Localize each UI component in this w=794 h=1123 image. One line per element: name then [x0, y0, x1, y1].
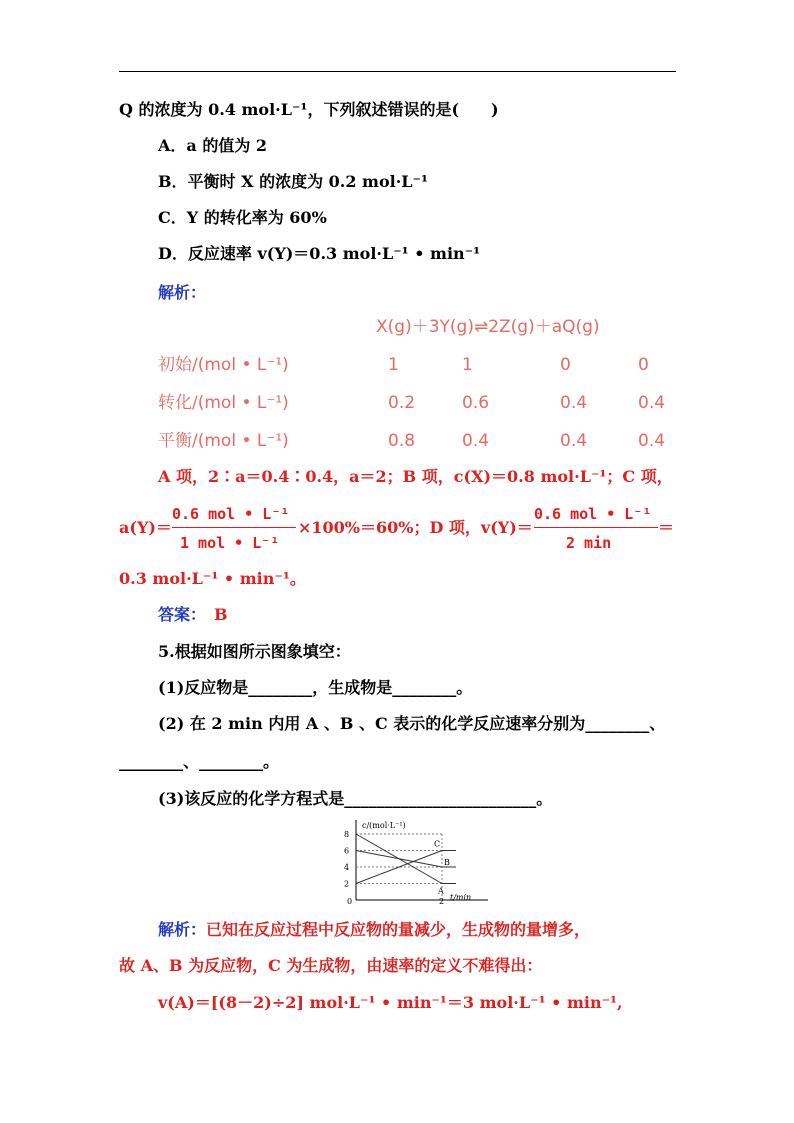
y-tick-label: 8 — [344, 830, 350, 839]
fraction-1-bar — [172, 527, 296, 528]
solution-mid: ×100%＝60%；D 项，v(Y)＝ — [298, 518, 533, 537]
table-cell: 0.6 — [462, 393, 490, 413]
header-rule — [119, 71, 676, 72]
table-cell: 0.4 — [638, 393, 666, 413]
option-d: D．反应速率 v(Y)＝0.3 mol·L⁻¹ • min⁻¹ — [158, 244, 481, 263]
fraction-2-bar — [534, 527, 658, 528]
solution-equals: ＝ — [658, 518, 675, 537]
series-line-B — [356, 851, 442, 868]
series-label-C: C — [434, 839, 441, 849]
table-cell: 1 — [462, 355, 473, 375]
reaction-equation: X(g)＋3Y(g)⇌2Z(g)＋aQ(g) — [376, 317, 600, 337]
solution-line-1: A 项，2∶a＝0.4∶0.4，a＝2；B 项，c(X)＝0.8 mol·L⁻¹；C 项， — [158, 467, 673, 486]
question-stem: Q 的浓度为 0.4 mol·L⁻¹，下列叙述错误的是( ) — [119, 100, 499, 119]
concentration-time-graph — [338, 816, 498, 906]
table-row-label: 转化/(mol • L⁻¹) — [158, 393, 289, 413]
q5-title: 5.根据如图所示图象填空： — [158, 642, 351, 661]
solution-line-3: 0.3 mol·L⁻¹ • min⁻¹。 — [119, 569, 306, 588]
q5-part-1: (1)反应物是________，生成物是________。 — [158, 678, 473, 697]
fraction-1-denominator: 1 mol • L⁻¹ — [180, 534, 280, 552]
table-row-label: 初始/(mol • L⁻¹) — [158, 355, 289, 375]
fraction-2-denominator: 2 min — [566, 534, 612, 552]
analysis2 — [158, 920, 590, 940]
table-row-label: 平衡/(mol • L⁻¹) — [158, 431, 289, 451]
y-tick-label: 6 — [344, 846, 350, 856]
table-cell: 0.4 — [638, 431, 666, 451]
fraction-1-numerator: 0.6 mol • L⁻¹ — [172, 505, 290, 523]
series-label-B: B — [444, 858, 450, 867]
option-b: B．平衡时 X 的浓度为 0.2 mol·L⁻¹ — [158, 172, 429, 191]
x-tick-label: 2 — [439, 897, 445, 906]
table-cell: 0.8 — [388, 431, 416, 451]
table-cell: 0 — [560, 355, 571, 375]
table-cell: 0.4 — [462, 431, 490, 451]
solution-alpha-prefix: a(Y)＝ — [119, 518, 172, 537]
q5-part-2b: ________、________。 — [119, 752, 280, 771]
origin-label: 0 — [347, 897, 353, 906]
table-cell: 1 — [388, 355, 399, 375]
option-a: A．a 的值为 2 — [158, 136, 268, 155]
q5-part-3: (3)该反应的化学方程式是________________________。 — [158, 789, 553, 808]
analysis2-label: 解析： — [158, 920, 207, 939]
analysis2-line-2: 故 A、B 为反应物，C 为生成物，由速率的定义不难得出： — [119, 956, 543, 975]
analysis2-line-1: 已知在反应过程中反应物的量减少，生成物的量增多， — [206, 920, 591, 939]
analysis2-line-3: v(A)＝[(8－2)÷2] mol·L⁻¹ • min⁻¹＝3 mol·L⁻¹ • min⁻¹, — [158, 993, 623, 1012]
fraction-2-numerator: 0.6 mol • L⁻¹ — [534, 505, 652, 523]
table-cell: 0.2 — [388, 393, 416, 413]
answer-value: B — [214, 605, 228, 624]
table-cell: 0.4 — [560, 431, 588, 451]
y-tick-label: 4 — [344, 863, 350, 872]
answer-label: 答案： — [158, 605, 207, 624]
q5-part-2a: (2) 在 2 min 内用 A 、B 、C 表示的化学反应速率分别为________、 — [158, 714, 666, 733]
x-axis-label: t/min — [450, 893, 472, 902]
y-axis-label: c/(mol·L⁻¹) — [362, 821, 406, 830]
table-cell: 0.4 — [560, 393, 588, 413]
series-label-A: A — [438, 886, 444, 896]
option-c: C．Y 的转化率为 60% — [158, 208, 327, 227]
analysis-label: 解析： — [158, 283, 207, 302]
table-cell: 0 — [638, 355, 649, 375]
y-tick-label: 2 — [344, 879, 350, 889]
